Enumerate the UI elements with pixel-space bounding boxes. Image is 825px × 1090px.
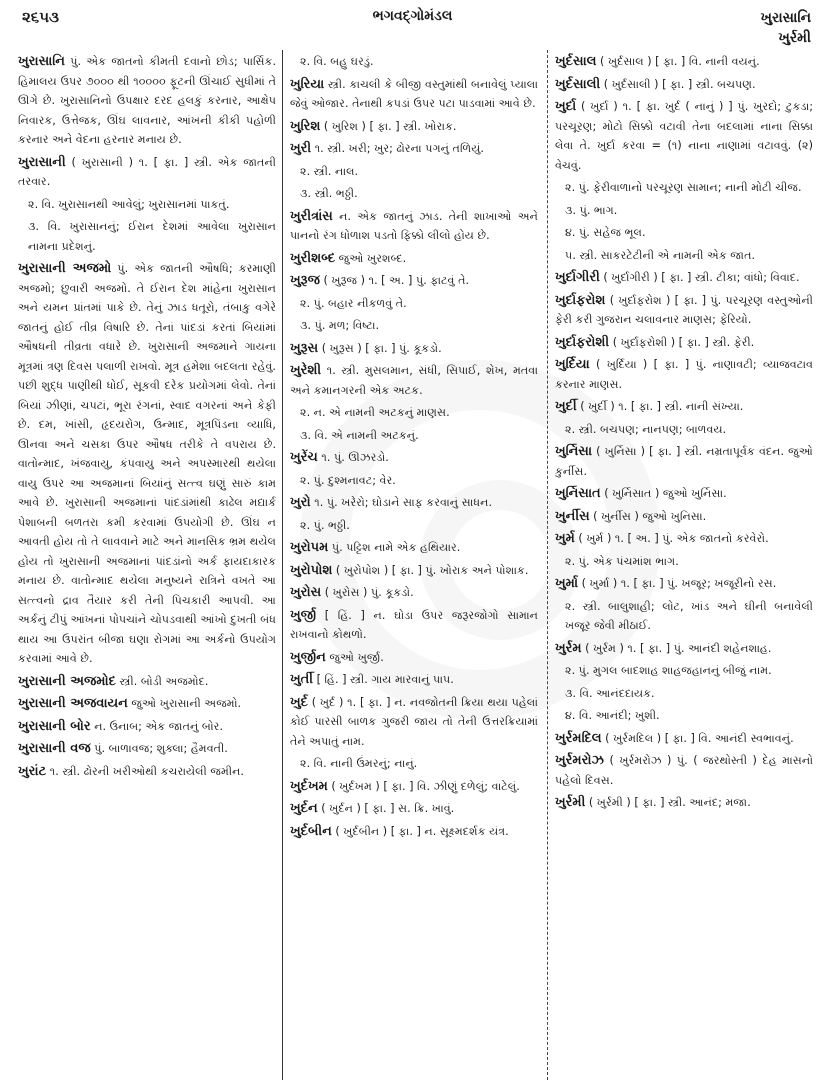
headword: ખુર્જીન [290, 649, 326, 665]
page-header [0, 0, 825, 50]
sub-sense: ૨. સ્ત્રી. બાલુશાહી; લોટ, ખાંડ અને ઘીની બનાવેલી ખજૂર જેવી મીઠાઈ. [565, 599, 813, 632]
dictionary-entry [290, 361, 538, 400]
headword: ખુરીશબ્દ [290, 250, 336, 266]
dictionary-entry [290, 271, 538, 291]
dictionary-entry [555, 574, 813, 594]
headword: ખુરાસાની અજમો [18, 261, 112, 276]
sub-sense: ૪. વિ. આનંદી; ખુશી. [565, 709, 660, 722]
headword: ખુર્રમરોઝ [555, 753, 604, 768]
dictionary-entry [555, 333, 813, 353]
headword: ખુરીત્રાંસ [290, 208, 333, 224]
definition-text: ( ખુરાસાની ) ૧. [ ફા. ] સ્ત્રી. એક જાતની તરવાર. [18, 155, 276, 188]
definition-text: ( ખુર્દાફરોશી ) [ ફા. ] સ્ત્રી. ફેરી. [609, 335, 755, 349]
definition-text: ( ખુર્દબીન ) [ ફા. ] ન. સૂક્ષ્મદર્શક યંત્ર. [331, 824, 509, 838]
dictionary-entry [18, 739, 276, 759]
definition-text: ( ખુરોસ ) પું. કૂકડો. [321, 586, 414, 599]
dictionary-entry [290, 777, 538, 797]
headword: ખુર્દસાલી [555, 76, 601, 92]
column-2 [290, 52, 538, 844]
dictionary-entry [18, 153, 276, 192]
column-3 [555, 52, 813, 816]
dictionary-entry [18, 52, 276, 150]
sub-sense: ૨. વિ. ખુરાસાનથી આવેલું; ખુરાસાનમાં પાકતું. [28, 197, 230, 211]
headword: ખુરૂસ [290, 340, 319, 356]
headword: ખુર્દાગીરી [555, 270, 600, 285]
guide-word-last: ખુર્રમી [778, 30, 811, 46]
dictionary-entry [18, 694, 276, 714]
headword: ખુરી [290, 141, 312, 156]
dictionary-entry [555, 75, 813, 95]
dictionary-entry [290, 606, 538, 645]
sub-sense: ૩. પું. ભાગ. [565, 203, 618, 217]
sub-sense: ૨. પું. દુશ્મનાવટ; વેર. [300, 473, 396, 487]
definition-text: ૧. સ્ત્રી. ઢોરની ખરીઓથી કચરાયેલી જમીન. [46, 764, 244, 778]
dictionary-entry [290, 139, 538, 159]
definition-text: [ હિં. ] ન. ઘોડા ઉપર જરૂરજોગો સામાન રાખવાનો કોથળો. [290, 608, 538, 641]
dictionary-entry [290, 648, 538, 668]
definition-text: ( ખુર્દ ) ૧. [ ફા. ] ન. નવજોતની ક્રિયા થયા પહેલાં કોઈ પારસી બાળક ગુજરી જાય તો તેની ઉત્તરક્રિયામાં તેને અપાતું નામ. [290, 695, 538, 748]
definition-text: ( ખુર્દન ) [ ફા. ] સ. ક્રિ. ખાવું. [317, 802, 455, 815]
sub-sense: ૩. વિ. એ નામની અટકનું. [300, 428, 419, 442]
sub-sense: ૨. સ્ત્રી. નાલ. [300, 164, 359, 178]
headword: ખુર્રમ [555, 640, 582, 656]
definition-text: ( ખુરોપોશ ) [ ફા. ] પું. ખોરાક અને પોશાક. [332, 563, 529, 577]
sub-sense: ૨. પું. બહાર નીકળવું તે. [300, 296, 407, 310]
sub-sense: ૨. પું. મુગલ બાદશાહ શાહજહાનનું બીજું નામ. [565, 664, 772, 677]
definition-text: ( ખુરૂસ ) [ ફા. ] પું. કૂકડો. [318, 341, 442, 355]
dictionary-entry [555, 507, 813, 527]
dictionary-entry [290, 207, 538, 246]
dictionary-entry [555, 397, 813, 417]
definition-text: ( ખુર્દસાલ ) [ ફા. ] વિ. નાની વયનું. [596, 55, 760, 68]
headword: ખુરાસાની અજવાયન [18, 696, 128, 711]
sub-sense: ૨. વિ. નાની ઉંમરનું; નાનું. [300, 757, 418, 770]
headword: ખુરાસાનિ [18, 54, 65, 69]
definition-text: પું. બાળાવજ; શુક્લા; હૈમવતી. [90, 742, 228, 755]
dictionary-entry [555, 529, 813, 549]
sub-sense: ૨. પું. ફેરીવાળાનો પરચૂરણ સામાન; નાની મોટી ચીજ. [565, 181, 802, 194]
headword: ખુર્મ [555, 531, 575, 546]
headword: ખુરોપોશ [290, 562, 333, 578]
definition-text: જુઓ ખુરાસાની અજમો. [127, 697, 242, 710]
headword: ખુર્દસાલ [555, 54, 597, 69]
definition-text: ( ખુર્મા ) ૧. [ ફા. ] પું. ખજૂર; ખજૂરીનો રસ. [578, 577, 777, 590]
sub-sense: ૨. પું. ભઠ્ઠી. [300, 518, 350, 532]
sub-sense: ૨. પું. એક પંચમાંશ ભાગ. [565, 554, 679, 568]
headword: ખુર્દી [555, 399, 577, 414]
definition-text: ( ખુર્દસાલી ) [ ફા. ] સ્ત્રી. બચપણ. [600, 77, 756, 91]
dictionary-entry [555, 793, 813, 813]
dictionary-entry [290, 448, 538, 468]
sub-sense: ૨. સ્ત્રી. બચપણ; નાનપણ; બાળવય. [565, 422, 727, 436]
headword: ખુર્જી [290, 607, 317, 623]
dictionary-entry [18, 259, 276, 669]
definition-text: ( ખુર્નિસાત ) જુઓ ખુર્નિસા. [600, 487, 727, 500]
definition-text: ( ખુર્નિસા ) [ ફા. ] સ્ત્રી. નમ્રતાપૂર્વક વંદન. જુઓ કુર્નીસ. [555, 445, 813, 478]
definition-text: પું. એક જાતનો કીમતી દવાનો છોડ; પાર્સિક. હિમાલય ઉપર ૭૦૦૦ થી ૧૦૦૦૦ ફૂટની ઊંચાઈ સુધીમાં તે ઊગે છે. ખુરાસાનિનો ઉપક્ષાર દરદ હલકું કરનાર, આક્ષેપ નિવારક, ઉત્તેજક, ઊંઘ લાવનાર, આંખની કીકી પહોળી કરનાર અને વેદના હરનાર મનાય છે. [18, 55, 276, 146]
headword: ખુર્દબીન [290, 823, 332, 839]
definition-text: ( ખુર્દિયા ) [ ફા. ] પું. નાણાવટી; વ્યાજવટાવ કરનાર માણસ. [555, 358, 813, 391]
headword: ખુરાસાની વજ [18, 741, 91, 756]
definition-text: ( ખુર્રમ ) ૧. [ ફા. ] પું. આનંદી શહેનશાહ. [581, 641, 772, 655]
dictionary-entry [290, 75, 538, 114]
dictionary-entry [18, 672, 276, 692]
definition-text: ( ખુર્મ ) ૧. [ અ. ] પું. એક જાતનો કરવેરો. [574, 532, 769, 545]
dictionary-entry [290, 799, 538, 819]
headword: ખુર્દ [290, 694, 308, 710]
column-divider [547, 50, 548, 1080]
definition-text: ( ખુર્રમી ) [ ફા. ] સ્ત્રી. આનંદ; મજા. [585, 796, 751, 809]
dictionary-entry [290, 493, 538, 513]
sub-sense: ૫. સ્ત્રી. સાકરટેટીની એ નામની એક જાત. [565, 248, 756, 262]
headword: ખુરિશ [290, 118, 321, 134]
headword: ખુર્નીસ [555, 508, 590, 524]
headword: ખુર્દખમ [290, 778, 328, 794]
headword: ખુર્દન [290, 801, 318, 816]
definition-text: ( ખુર્રમદિલ ) [ ફા. ] વિ. આનંદી સ્વભાવનું. [601, 731, 794, 745]
dictionary-entry [290, 339, 538, 359]
definition-text: સ્ત્રી. બોડી અજમોદ. [115, 674, 209, 688]
headword: ખુર્તી [290, 672, 314, 687]
dictionary-entry [290, 538, 538, 558]
definition-text: ( ખુર્દાફરોશ ) [ ફા. ] પું. પરચૂરણ વસ્તુઓની ફેરી કરી ગુજરાન ચલાવનાર માણસ; ફેરિયો. [555, 293, 813, 326]
headword: ખુરાસાની બોર [18, 718, 91, 734]
sub-sense: ૩. વિ. આનંદદાયક. [565, 686, 655, 700]
headword: ખુરાંટ [18, 763, 47, 779]
dictionary-entry [290, 561, 538, 581]
definition-text: જુઓ ખુરશબ્દ. [335, 251, 407, 265]
sub-sense: ૩. વિ. ખુરાસાનનું; ઈરાન દેશમાં આવેલા ખુરાસાન નામના પ્રદેશનું. [28, 220, 276, 253]
sub-sense: ૪. પું. સહેજ ભૂલ. [565, 226, 646, 239]
headword: ખુરોપમ [290, 540, 329, 555]
definition-text: ( ખુર્દી ) ૧. [ ફા. ] સ્ત્રી. નાની સંખ્યા. [576, 400, 744, 413]
definition-text: ( ખુર્રમરોઝ ) પું. ( જરથોસ્તી ) દેહ માસનો પહેલો દિવસ. [555, 754, 813, 787]
dictionary-entry [290, 822, 538, 842]
definition-text: ૧. સ્ત્રી. મુસલમાન, સંધી, સિપાઈ, શેખ, મતવા અને કમાનગરની એક અટક. [290, 364, 538, 397]
definition-text: ન. ઉનાબ; એક જાતનું બોર. [90, 719, 224, 733]
headword: ખુરૂજ [290, 273, 320, 288]
guide-word-first: ખુરાસાનિ [760, 10, 811, 26]
dictionary-entry [555, 97, 813, 175]
page-number: ૨૬૫૩ [22, 8, 60, 26]
dictionary-entry [555, 442, 813, 481]
definition-text: પું. એક જાતની ઔષધિ; કરમાણી અજમો; છુવારી અજમો. તે ઈરાન દેશ માંહેના ખુરાસાન અને યમન પ્રાંતમાં પાકે છે. તેનું ઝાડ ધતૂરો, તંબાકુ વગેરે જાતનું હોઈ તીવ્ર વિષારિ છે. તેનાં પાંદડાં કરતાં બિયાંમાં ઔષધની તીવ્રતા વધારે છે. ખુરાસાની અજમાને ગાયના મૂત્રમાં ત્રણ દિવસ પલાળી રાખવો. મૂત્ર હમેશા બદલતા રહેવું. પછી શુદ્ધ પાણીથી ધોઈ, સૂકવી દરેક પ્રયોગમાં લેવો. તેનાં બિયાં ઝીણાં, ચપટાં, ભૂરા રંગનાં, સ્વાદ વગરનાં અને કેફી છે. દમ, ખાંસી, હૃદયરોગ, ઉન્માદ, મૂત્રપિંડના વ્યાધિ, ઊનવા અને ચસકા ઉપર ઔષધ તરીકે તે વપરાય છે. વાતોન્માદ, ખંજવાયુ, કંપવાયુ અને અપસ્મારથી થયેલા વાયુ ઉપર આ અજમાનાં બિયાંનું સત્ત્વ ઘણું સારું કામ આવે છે. ખુરાસાની અજમાનાં પાંદડાંમાંથી કાઢેલ મદ્યાર્ક પેશાબની બળતરા કમી કરવામાં ઉપયોગી છે. ઊંઘ ન આવતી હોય તો તે લાવવાને માટે અને માનસિક ભ્રમ થયેલ હોય તો ખુરાસાની અજમાનાં પાંદડાંનો અર્ક ફાયદાકારક મનાય છે. વાતોન્માદ થયેલા મનુષ્યને રાત્રિને વખતે આ સત્ત્વનો દ્રાવ તૈયાર કરી તેની પિચકારી આપવી. આ અર્કનું ટીપું આંખનાં પોપચાંને ચોપડવાથી આંખો દુખતી બંધ થાય આ ઉપરાંત બીજા ઘણા રોગમાં આ અર્કનો ઉપયોગ કરવામાં આવે છે. [18, 262, 276, 665]
headword: ખુર્દાફરોશ [555, 292, 606, 308]
dictionary-entry [555, 52, 813, 72]
sub-sense: ૩. સ્ત્રી. ભઠ્ઠી. [300, 187, 358, 200]
dictionary-entry [18, 762, 276, 782]
headword: ખુર્નિસા [555, 444, 593, 459]
headword: ખુરોસ [290, 585, 322, 600]
column-divider [282, 50, 283, 1080]
definition-text: ( ખુરૂજ ) ૧. [ અ. ] પું. ફાટવું તે. [319, 274, 470, 287]
dictionary-entry [290, 583, 538, 603]
definition-text: ૧. સ્ત્રી. ખરી; ખુર; ઢોરના પગનું તળિયું. [311, 142, 484, 155]
headword: ખુર્દાફરોશી [555, 334, 610, 350]
dictionary-entry [555, 729, 813, 749]
sub-sense: ૩. પું. મળ; વિષ્ટા. [300, 319, 379, 332]
headword: ખુરાસાની અજમોદ [18, 673, 116, 689]
headword: ખુર્દિયા [555, 357, 590, 372]
definition-text: ( ખુરિશ ) [ ફા. ] સ્ત્રી. ખોરાક. [320, 119, 457, 133]
dictionary-entry [555, 291, 813, 330]
guide-words [760, 8, 811, 48]
dictionary-entry [18, 717, 276, 737]
definition-text: ન. એક જાતનું ઝાડ. તેની શાખાઓ અને પાનનો રંગ ધોળાશ પડતો ફિક્કો લીલો હોય છે. [290, 209, 538, 242]
definition-text: સ્ત્રી. કાચલી કે બીજી વસ્તુમાંથી બનાવેલું પ્યાલા જેવું ઓજાર. તેનાથી કપડાં ઉપર પટા પાડવામાં આવે છે. [290, 77, 538, 110]
headword: ખુર્નિસાત [555, 486, 601, 501]
headword: ખુરેશી [290, 363, 322, 378]
headword: ખુર્રમી [555, 795, 586, 810]
headword: ખુરાસાની [18, 154, 66, 170]
headword: ખુરો [290, 495, 311, 510]
headword: ખુર્દા [555, 99, 577, 114]
sub-sense: ૨. વિ. બહુ ઘરડું. [300, 55, 374, 68]
dictionary-entry [290, 117, 538, 137]
dictionary-entry [555, 751, 813, 790]
definition-text: [ હિં. ] સ્ત્રી. ગાય મારવાનું પાપ. [313, 673, 454, 686]
definition-text: જુઓ ખુર્જી. [325, 650, 384, 664]
definition-text: ( ખુર્નીસ ) જુઓ ખુનિસા. [589, 509, 707, 523]
dictionary-entry [555, 268, 813, 288]
definition-text: ( ખુર્દખમ ) [ ફા. ] વિ. ઝીણું દળેલું; વાટેલું. [327, 779, 520, 793]
headword: ખુરેંચ [290, 450, 318, 465]
dictionary-entry [290, 693, 538, 752]
headword: ખુર્રમદિલ [555, 730, 602, 746]
definition-text: ( ખુર્દાગીરી ) [ ફા. ] સ્ત્રી. ટીકા; વાંધો; વિવાદ. [599, 271, 800, 284]
definition-text: પું. પટ્ટિશ નામે એક હથિયાર. [328, 541, 461, 554]
column-1 [18, 52, 276, 784]
dictionary-entry [555, 484, 813, 504]
definition-text: ૧. પું. ઊઝરડો. [317, 451, 389, 464]
definition-text: ૧. પું. ખરેરો; ઘોડાને સાફ કરવાનું સાધન. [310, 496, 492, 509]
headword: ખુર્મા [555, 576, 579, 591]
running-title: ભગવદ્ગોમંડલ [372, 8, 453, 24]
dictionary-entry [555, 355, 813, 394]
dictionary-entry [555, 639, 813, 659]
definition-text: ( ખુર્દા ) ૧. [ ફા. ખુર્દ ( નાનું ) ] પું. ખુરદો; ટુકડા; પરચૂરણ; મોટો સિક્કો વટાવી તેના બદલામાં નાના સિક્કા લેવા તે. ખુર્દા કરવા = (૧) નાના નાણામાં વટાવવું. (૨) વેચવું. [555, 100, 813, 172]
headword: ખુરિયા [290, 76, 325, 92]
sub-sense: ૨. ન. એ નામની અટકનું માણસ. [300, 406, 450, 419]
dictionary-entry [290, 249, 538, 269]
dictionary-entry [290, 670, 538, 690]
